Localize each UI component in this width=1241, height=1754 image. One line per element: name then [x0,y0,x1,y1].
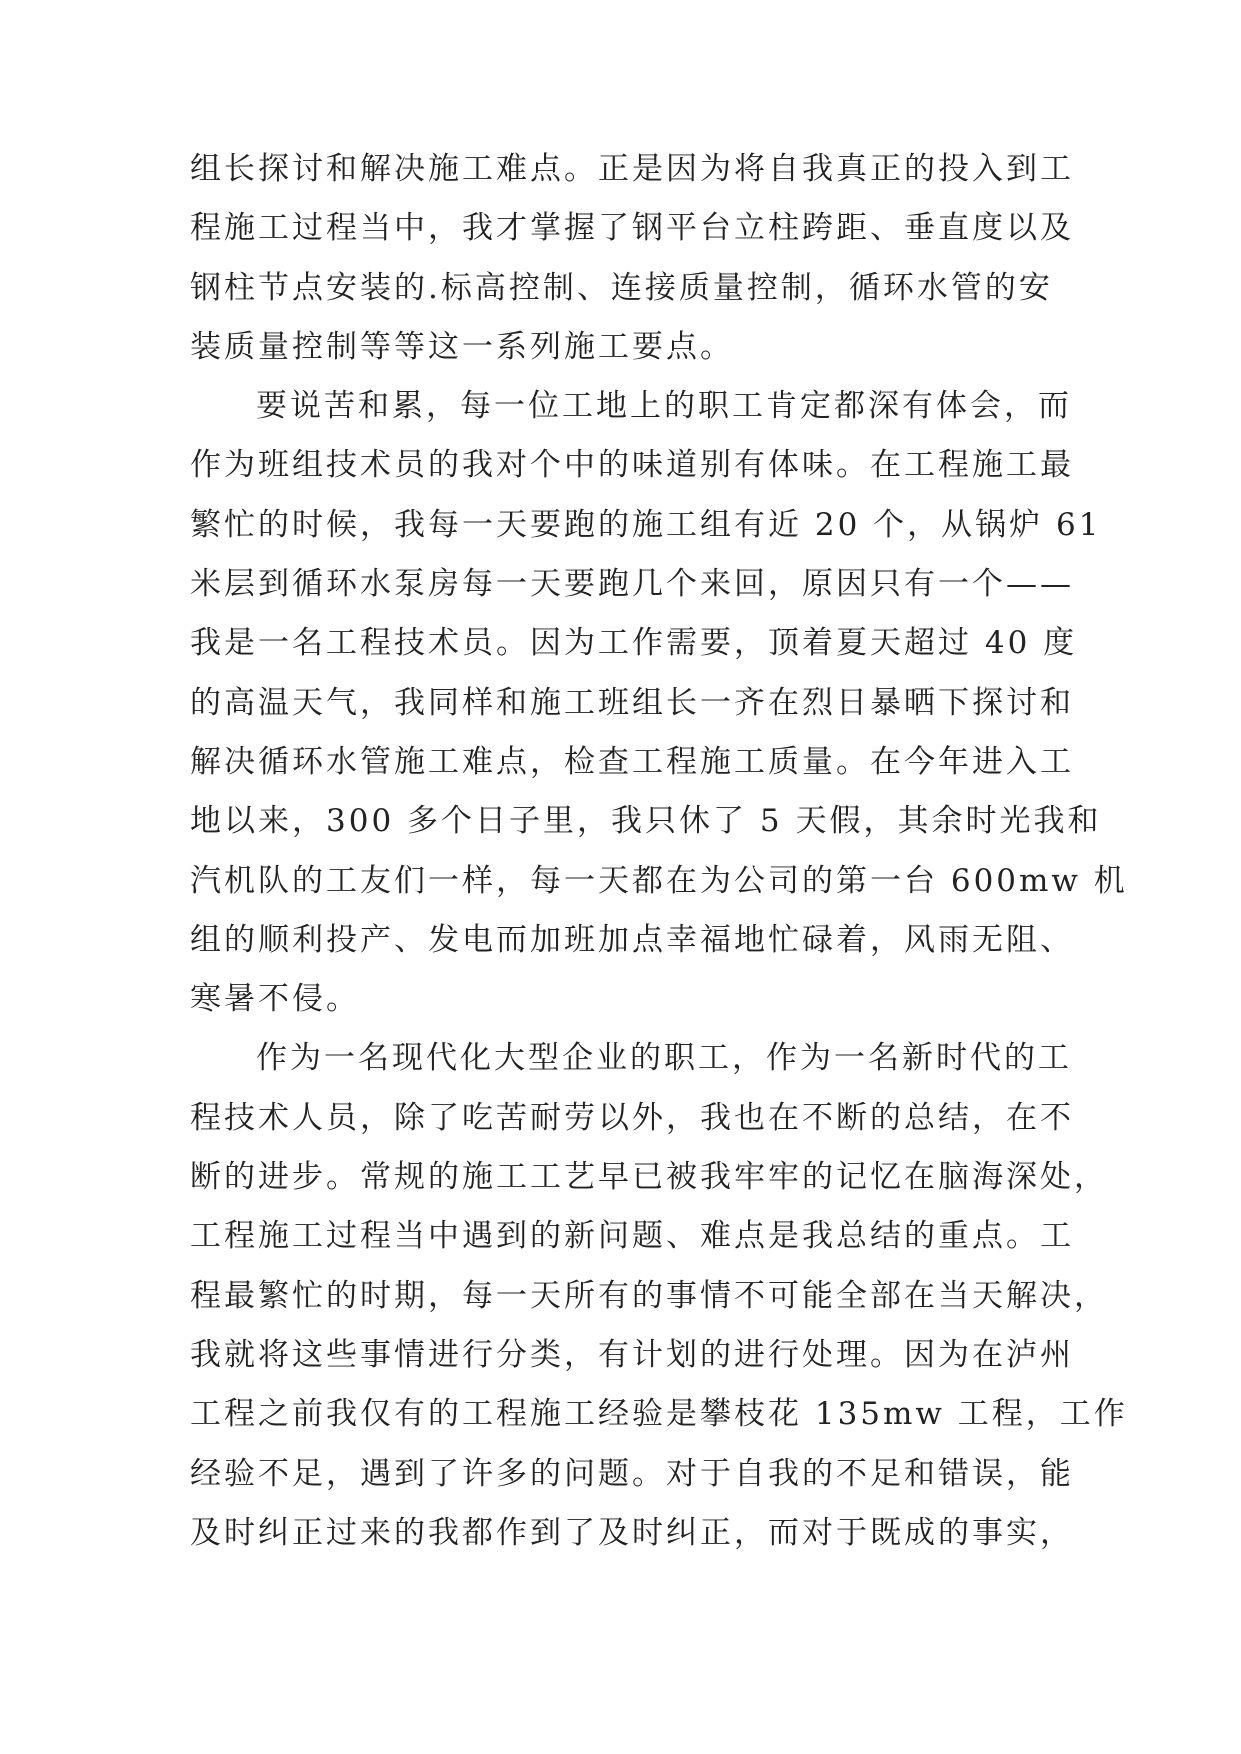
paragraph-2 [190,377,1128,1029]
text-line: 我是一名工程技术员。因为工作需要，顶着夏天超过 40 度 [190,625,1078,662]
text-line: 的高温天气，我同样和施工班组长一齐在烈日暴晒下探讨和 [190,684,1074,721]
text-line: 工程施工过程当中遇到的新问题、难点是我总结的重点。工 [190,1218,1074,1255]
body-text [190,140,1128,1563]
text-line: 及时纠正过来的我都作到了及时纠正，而对于既成的事实， [190,1514,1074,1551]
paragraph-1 [190,140,1074,377]
text-line: 钢柱节点安装的.标高控制、连接质量控制，循环水管的安 [190,269,1053,306]
text-line: 地以来，300 多个日子里，我只休了 5 天假，其余时光我和 [190,803,1102,840]
text-line: 米层到循环水泵房每一天要跑几个来回，原因只有一个—— [190,566,1074,603]
text-line: 作为一名现代化大型企业的职工，作为一名新时代的工 [256,1040,1072,1077]
text-line: 程最繁忙的时期，每一天所有的事情不可能全部在当天解决， [190,1277,1108,1314]
text-line: 组长探讨和解决施工难点。正是因为将自我真正的投入到工 [190,151,1074,187]
text-line: 工程之前我仅有的工程施工经验是攀枝花 135mw 工程，工作 [190,1396,1128,1433]
text-line: 要说苦和累，每一位工地上的职工肯定都深有体会，而 [256,388,1072,425]
text-line: 程技术人员，除了吃苦耐劳以外，我也在不断的总结，在不 [190,1099,1074,1136]
text-line: 断的进步。常规的施工工艺早已被我牢牢的记忆在脑海深处， [190,1159,1108,1196]
text-line: 繁忙的时候，我每一天要跑的施工组有近 20 个，从锅炉 61 [190,506,1102,543]
text-line: 装质量控制等等这一系列施工要点。 [190,328,734,365]
text-line: 组的顺利投产、发电而加班加点幸福地忙碌着，风雨无阻、 [190,921,1074,958]
paragraph-3 [190,1029,1128,1563]
text-line: 程施工过程当中，我才掌握了钢平台立柱跨距、垂直度以及 [190,210,1074,247]
text-line: 经验不足，遇到了许多的问题。对于自我的不足和错误，能 [190,1455,1074,1492]
text-line: 我就将这些事情进行分类，有计划的进行处理。因为在泸州 [190,1336,1074,1373]
text-line: 汽机队的工友们一样，每一天都在为公司的第一台 600mw 机 [190,862,1128,899]
text-line: 寒暑不侵。 [190,981,360,1018]
text-line: 解决循环水管施工难点，检查工程施工质量。在今年进入工 [190,743,1074,780]
text-line: 作为班组技术员的我对个中的味道别有体味。在工程施工最 [190,447,1074,484]
